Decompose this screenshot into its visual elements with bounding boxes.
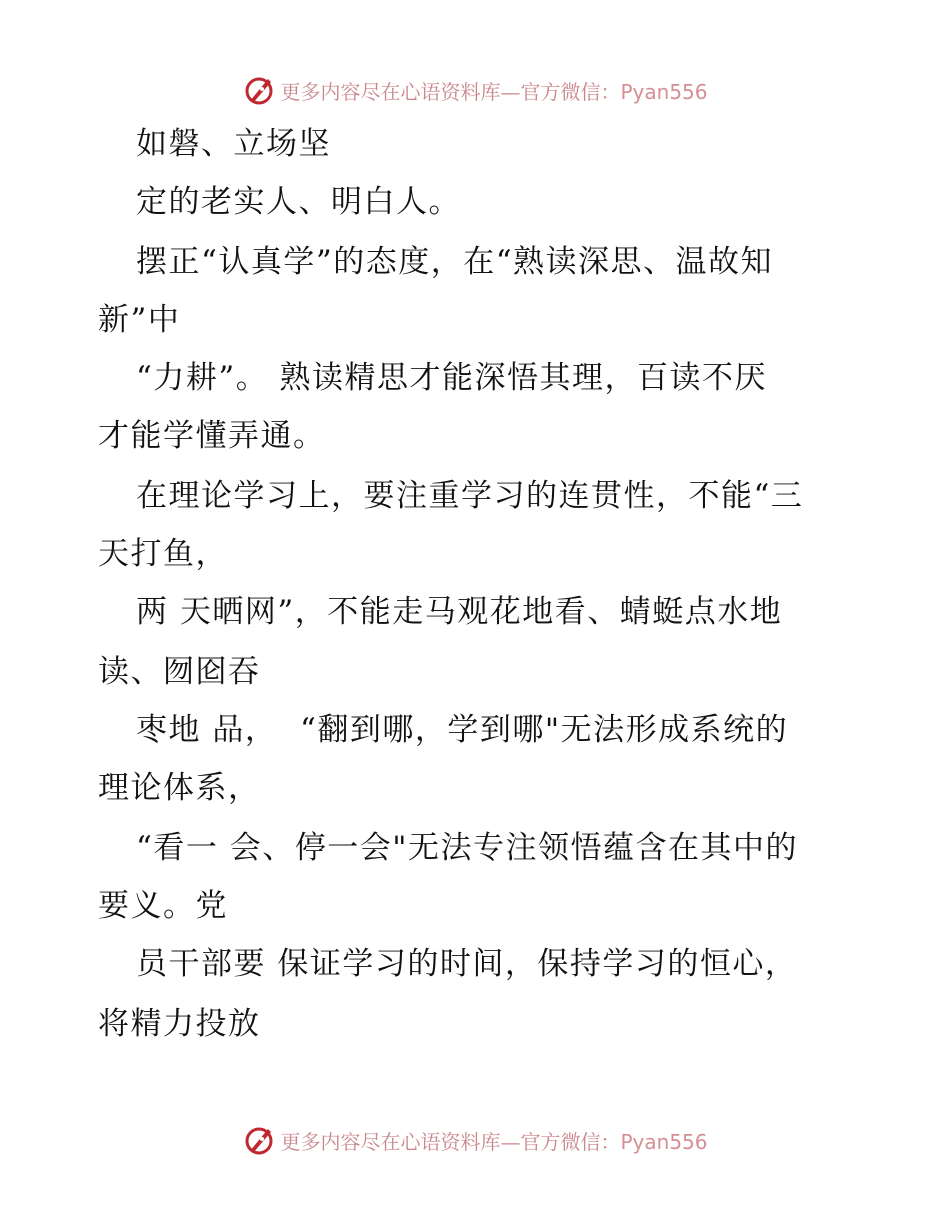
watermark-text: 更多内容尽在心语资料库—官方微信：Pyan556	[280, 79, 708, 104]
text-line: 读、囫囵吞	[98, 654, 261, 690]
text-line: 要义。党	[98, 888, 228, 924]
pen-nib-circle-logo-icon	[242, 1123, 276, 1157]
text-line: 摆正“认真学”的态度，在“熟读深思、温故知	[136, 244, 774, 280]
text-line: 理论体系，	[98, 770, 261, 806]
text-line: 员干部要 保证学习的时间，保持学习的恒心，	[136, 946, 798, 982]
text-line: 天打鱼，	[98, 536, 228, 572]
text-line: 才能学懂弄通。	[98, 418, 326, 454]
text-line: 将精力投放	[98, 1006, 261, 1042]
pen-nib-circle-logo-icon	[242, 73, 276, 107]
text-line: “看一 会、停一会"无法专注领悟蕴含在其中的	[136, 830, 798, 866]
text-line: 新”中	[98, 302, 181, 338]
header-watermark	[0, 70, 950, 110]
footer-watermark	[0, 1120, 950, 1160]
text-line: “力耕”。 熟读精思才能深悟其理，百读不厌	[136, 360, 768, 396]
text-line: 如磐、立场坚	[136, 126, 331, 162]
text-line: 两 天晒网”，不能走马观花地看、蜻蜓点水地	[136, 594, 783, 630]
text-line: 定的老实人、明白人。	[136, 184, 461, 220]
text-line: 枣地 品， “翻到哪，学到哪"无法形成系统的	[136, 712, 789, 748]
watermark-text: 更多内容尽在心语资料库—官方微信：Pyan556	[280, 1129, 708, 1154]
text-line: 在理论学习上，要注重学习的连贯性，不能“三	[136, 478, 804, 514]
